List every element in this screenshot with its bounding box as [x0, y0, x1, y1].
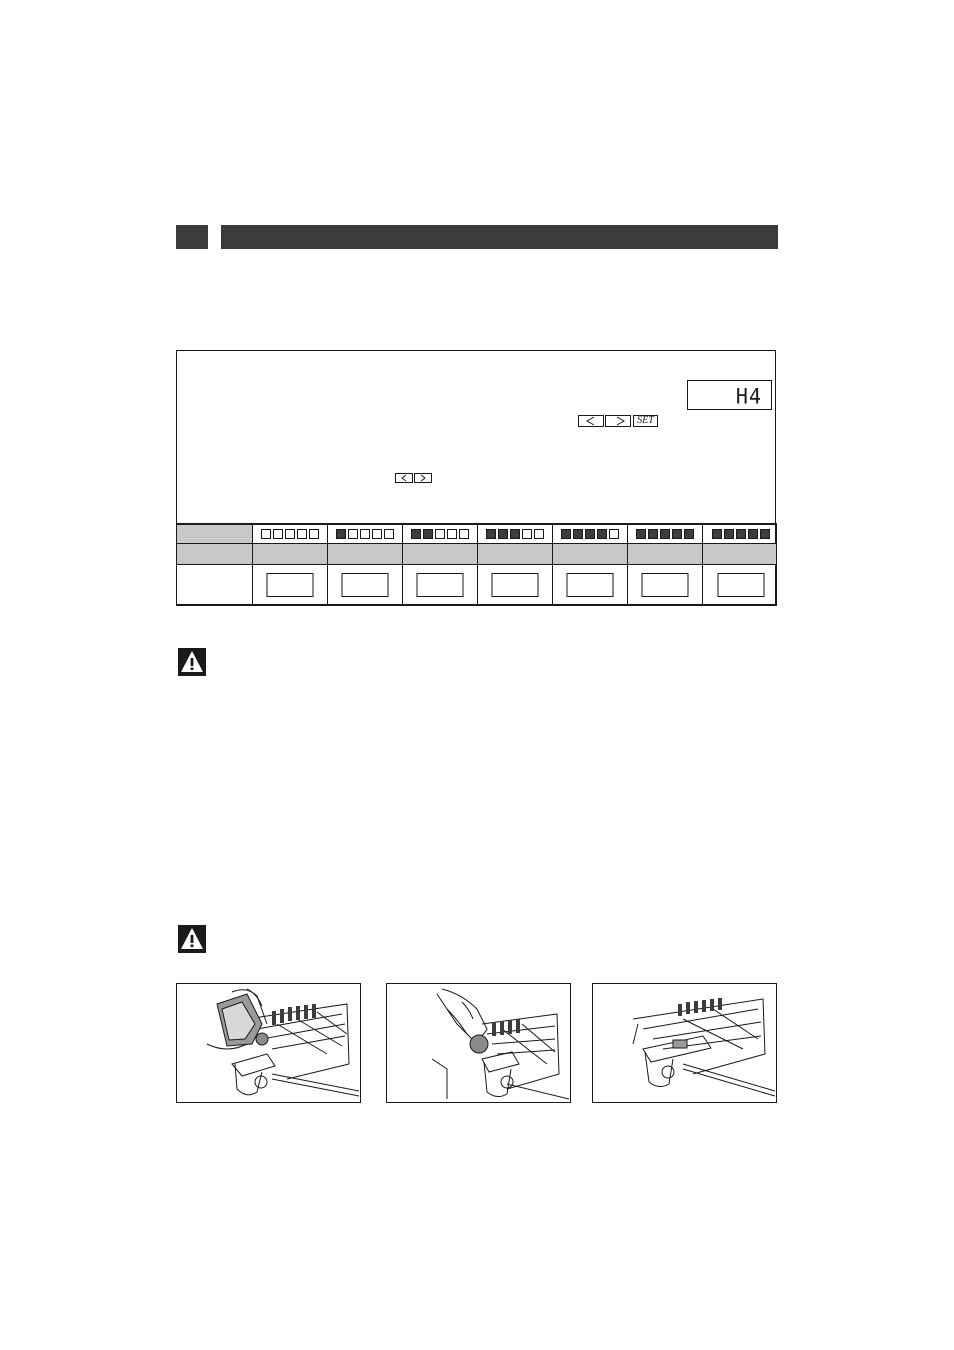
indicator-cell-level-7: [702, 525, 778, 543]
indicator-lights: [336, 529, 394, 539]
indicator-light-on: [724, 529, 734, 539]
chevron-right-icon: [415, 474, 431, 482]
chevron-right-icon: [606, 416, 630, 426]
shaded-cell-level-4: [477, 544, 552, 564]
indicator-light-on: [636, 529, 646, 539]
indicator-light-on: [736, 529, 746, 539]
indicator-light-off: [435, 529, 445, 539]
indicator-light-on: [498, 529, 508, 539]
indicator-light-off: [273, 529, 283, 539]
shaded-cell-level-3: [402, 544, 477, 564]
indicator-lights: [486, 529, 544, 539]
indicator-cell-level-6: [627, 525, 702, 543]
left-arrow-key-small: [395, 473, 413, 483]
indicator-light-on: [411, 529, 421, 539]
indicator-light-off: [609, 529, 619, 539]
value-cell-level-2: [327, 565, 402, 605]
indicator-light-off: [285, 529, 295, 539]
indicator-light-on: [660, 529, 670, 539]
value-box: [642, 573, 689, 597]
value-cell-level-3: [402, 565, 477, 605]
indicator-lights: [261, 529, 319, 539]
indicator-light-on: [336, 529, 346, 539]
indicator-light-off: [534, 529, 544, 539]
indicator-cell-level-1: [252, 525, 327, 543]
chevron-left-icon: [396, 474, 412, 482]
section-number-bar: [176, 225, 208, 249]
pour-salt-illustration: [176, 983, 361, 1103]
indicator-light-on: [748, 529, 758, 539]
indicator-light-on: [672, 529, 682, 539]
warning-triangle-icon: [178, 648, 206, 676]
indicator-light-on: [585, 529, 595, 539]
indicator-light-on: [486, 529, 496, 539]
value-box: [267, 573, 314, 597]
value-box: [492, 573, 539, 597]
value-cell-level-1: [252, 565, 327, 605]
indicator-light-off: [384, 529, 394, 539]
indicator-light-on: [712, 529, 722, 539]
digital-display: [687, 380, 772, 410]
indicator-light-off: [348, 529, 358, 539]
indicator-lights: [636, 529, 694, 539]
indicator-cell-level-4: [477, 525, 552, 543]
warning-triangle-icon: [178, 925, 206, 953]
value-box: [567, 573, 614, 597]
indicator-light-off: [522, 529, 532, 539]
shaded-cell-level-1: [252, 544, 327, 564]
indicator-light-on: [561, 529, 571, 539]
salt-container-illustration: [592, 983, 777, 1103]
indicator-light-off: [372, 529, 382, 539]
indicator-light-on: [423, 529, 433, 539]
value-box: [342, 573, 389, 597]
indicator-light-off: [459, 529, 469, 539]
right-arrow-key-small: [414, 473, 432, 483]
indicator-light-on: [597, 529, 607, 539]
shaded-cell-level-7: [702, 544, 778, 564]
close-cap-illustration: [386, 983, 571, 1103]
indicator-light-on: [684, 529, 694, 539]
indicator-row: [176, 523, 777, 544]
indicator-lights: [712, 529, 770, 539]
shaded-cell-level-6: [627, 544, 702, 564]
indicator-lights: [561, 529, 619, 539]
indicator-light-on: [510, 529, 520, 539]
value-cell-level-7: [702, 565, 778, 605]
chevron-left-icon: [579, 416, 603, 426]
indicator-cell-level-5: [552, 525, 627, 543]
value-cell-level-4: [477, 565, 552, 605]
row-header-cell: [177, 565, 252, 605]
shaded-row: [176, 544, 777, 565]
shaded-cell-level-2: [327, 544, 402, 564]
section-title-bar: [221, 225, 778, 249]
indicator-light-on: [573, 529, 583, 539]
shaded-cell-level-5: [552, 544, 627, 564]
indicator-light-on: [760, 529, 770, 539]
indicator-light-off: [261, 529, 271, 539]
value-cell-level-6: [627, 565, 702, 605]
indicator-light-off: [447, 529, 457, 539]
set-key: [633, 415, 658, 427]
indicator-light-on: [648, 529, 658, 539]
row-header-cell: [177, 525, 252, 543]
indicator-lights: [411, 529, 469, 539]
value-row: [176, 565, 777, 606]
indicator-cell-level-2: [327, 525, 402, 543]
row-header-cell: [177, 544, 252, 564]
indicator-light-off: [360, 529, 370, 539]
left-arrow-key: [578, 415, 604, 427]
indicator-light-off: [309, 529, 319, 539]
value-box: [417, 573, 464, 597]
display-readout: H4: [735, 383, 762, 409]
indicator-cell-level-3: [402, 525, 477, 543]
indicator-light-off: [297, 529, 307, 539]
value-box: [717, 573, 764, 597]
set-key-label: SET: [637, 415, 654, 426]
value-cell-level-5: [552, 565, 627, 605]
right-arrow-key: [605, 415, 631, 427]
